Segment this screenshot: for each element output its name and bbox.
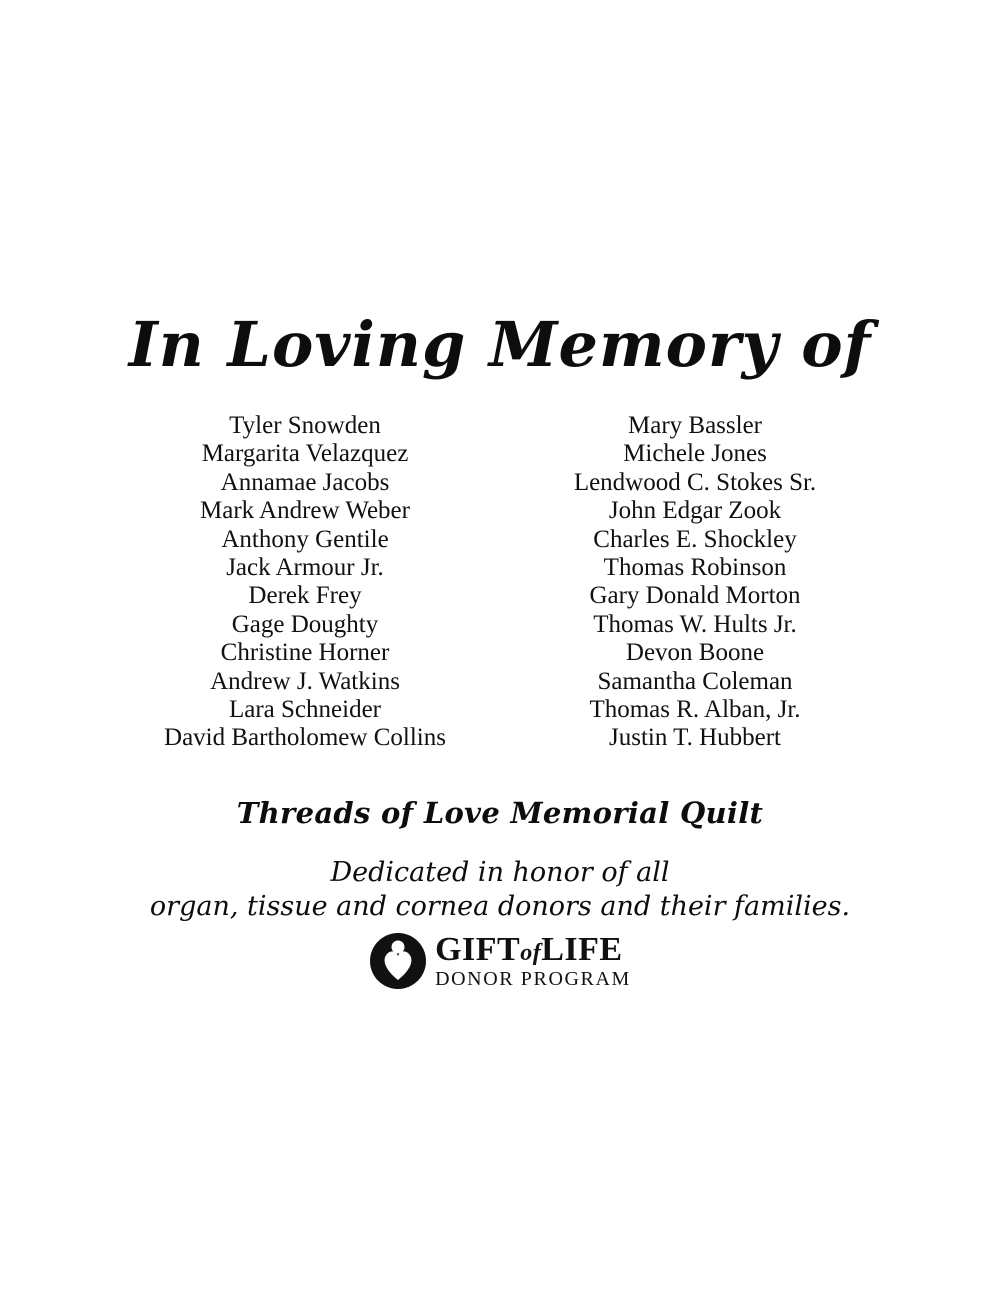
list-item: Anthony Gentile (221, 525, 389, 553)
quilt-subtitle: Threads of Love Memorial Quilt (236, 796, 764, 830)
list-item: Justin T. Hubbert (609, 724, 781, 752)
list-item: Christine Horner (220, 639, 390, 667)
list-item: Thomas W. Hults Jr. (593, 610, 797, 638)
logo-line-1 (435, 933, 622, 967)
list-item: Thomas Robinson (603, 554, 787, 582)
logo-wordmark (435, 933, 631, 989)
dedication-line-1: Dedicated in honor of all (330, 857, 670, 888)
list-item: Gary Donald Morton (589, 582, 801, 610)
list-item: Mary Bassler (628, 412, 762, 439)
dedication-line-2: organ, tissue and cornea donors and their families. (149, 891, 851, 922)
list-item: Charles E. Shockley (593, 525, 797, 553)
list-item: Jack Armour Jr. (226, 554, 384, 582)
list-item: Lara Schneider (228, 696, 381, 724)
list-item: Samantha Coleman (597, 667, 793, 695)
list-item: John Edgar Zook (608, 497, 782, 525)
dedication-text (0, 856, 1000, 924)
list-item: Michele Jones (623, 440, 767, 468)
list-item: Annamae Jacobs (220, 468, 390, 496)
organization-logo (0, 932, 1000, 990)
page-title: In Loving Memory of (128, 308, 872, 381)
names-block (130, 412, 870, 753)
logo-life-text: LIFE (541, 931, 623, 968)
list-item: Andrew J. Watkins (210, 667, 400, 695)
logo-line-2: DONOR PROGRAM (435, 968, 631, 990)
list-item: Margarita Velazquez (201, 440, 409, 468)
list-item: Mark Andrew Weber (200, 497, 410, 525)
list-item: Tyler Snowden (229, 412, 381, 439)
list-item: Thomas R. Alban, Jr. (589, 696, 801, 724)
heart-in-circle-icon (369, 932, 427, 990)
logo-gift-text: GIFT (435, 931, 521, 968)
list-item: Lendwood C. Stokes Sr. (573, 468, 817, 496)
names-column-left (130, 412, 480, 753)
list-item: Devon Boone (625, 639, 765, 667)
names-column-right (520, 412, 870, 753)
logo-of-text: of (520, 940, 542, 966)
list-item: David Bartholomew Collins (164, 724, 446, 752)
list-item: Derek Frey (248, 582, 362, 610)
list-item: Gage Doughty (231, 610, 379, 638)
